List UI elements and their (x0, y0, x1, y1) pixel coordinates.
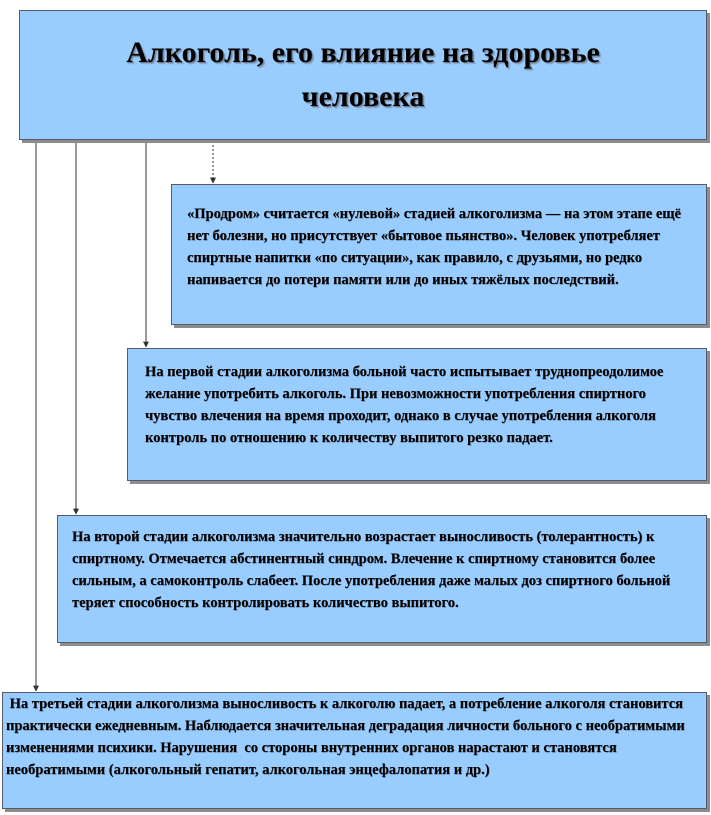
stage-text-second: На второй стадии алкоголизма значительно возрастает выносливость (толерантность) к спиртному. Отмечается абстинентный синдром. Влечение к спиртному становится более сильным, а самоконтроль слабеет. После употребления даже малых доз спиртного больной теряет способность контролировать количество выпитого. (72, 529, 671, 611)
diagram-title: Алкоголь, его влияние на здоровье человека (126, 36, 600, 113)
stage-text-prodrome: «Продром» считается «нулевой» стадией алкоголизма — на этом этапе ещё нет болезни, но присутствует «бытовое пьянство». Человек употребляет спиртные напитки «по ситуации», как правило, с друзьями, но редко напивается до потери памяти или до иных тяжёлых последствий. (187, 206, 681, 288)
stage-box-prodrome (171, 184, 707, 325)
stage-box-first (127, 348, 707, 481)
stage-box-third (2, 692, 707, 809)
stage-text-first: На первой стадии алкоголизма больной часто испытывает труднопреодолимое желание употребить алкоголь. При невозможности употребления спиртного чувство влечения на время проходит, однако в случае употребления алкоголя контроль по отношению к количеству выпитого резко падает. (145, 364, 664, 446)
title-box (19, 10, 707, 140)
stage-box-second (57, 515, 707, 643)
stage-text-third: На третьей стадии алкоголизма выносливость к алкоголю падает, а потребление алкоголя становится практически ежедневным. Наблюдается значительная деградация личности больного с необратимыми изменениями психики. Нарушения со стороны внутренних органов нарастают и становятся необратимыми (алкогольный гепатит, алкогольная энцефалопатия и др.) (6, 696, 689, 778)
